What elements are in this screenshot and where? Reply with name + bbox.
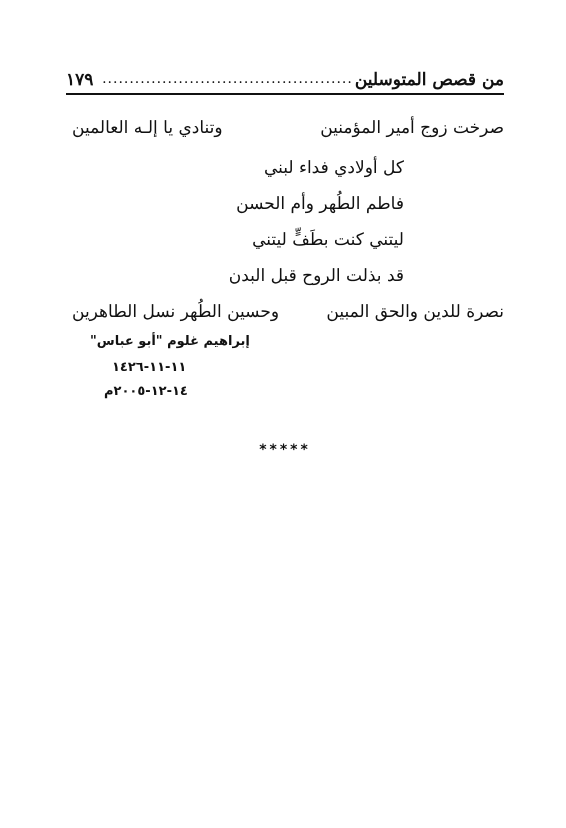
hijri-date: ١١-١١-١٤٢٦	[112, 360, 187, 375]
refrain-line-3: ليتني كنت بطَفٍّ ليتني	[252, 230, 404, 250]
gregorian-date: ١٤-١٢-٢٠٠٥م	[104, 384, 188, 399]
verse2-first-hemistich: نصرة للدين والحق المبين	[326, 302, 504, 322]
section-separator: *****	[259, 442, 311, 458]
verse2-second-hemistich: وحسين الطُهر نسل الطاهرين	[72, 302, 280, 322]
author-signature: إبراهيم غلوم "أبو عباس"	[90, 334, 250, 349]
header-rule	[66, 93, 504, 95]
page-header	[66, 60, 504, 90]
refrain-line-4: قد بذلت الروح قبل البدن	[228, 266, 404, 286]
refrain-line-1: كل أولادي فداء لبني	[263, 158, 404, 178]
header-leader-dots: ..............................................	[102, 71, 353, 87]
verse1-second-hemistich: وتنادي يا إلـه العالمين	[72, 118, 223, 138]
verse1-first-hemistich: صرخت زوج أمير المؤمنين	[320, 118, 504, 138]
running-title: من قصص المتوسلين	[354, 70, 504, 90]
refrain-line-2: فاطم الطُهر وأم الحسن	[236, 194, 404, 214]
page-number: ١٧٩	[66, 70, 94, 90]
